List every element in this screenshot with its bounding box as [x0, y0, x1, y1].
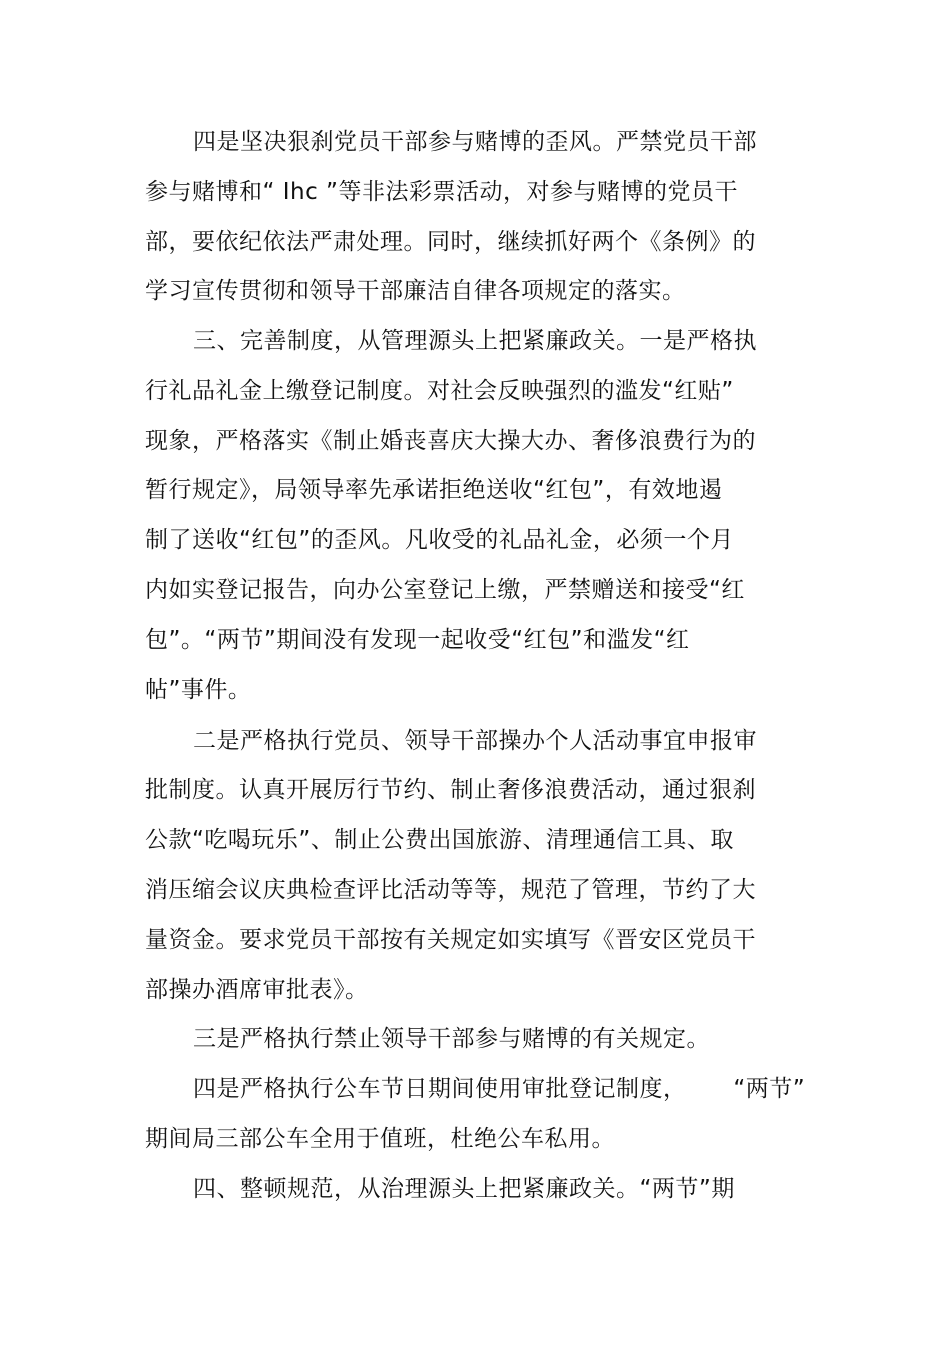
- text-line: 期间局三部公车全用于值班，杜绝公车私用。: [145, 1126, 615, 1152]
- text-line: 消压缩会议庆典检查评比活动等等，规范了管理，节约了大: [145, 877, 756, 903]
- text-line: 四、整顿规范，从治理源头上把紧廉政关。“两节”期: [193, 1176, 735, 1202]
- text-line: 二是严格执行党员、领导干部操办个人活动事宜申报审: [193, 728, 757, 754]
- text-line: 部操办酒席审批表》。: [145, 977, 369, 1003]
- text-line: 内如实登记报告，向办公室登记上缴，严禁赠送和接受“红: [145, 577, 745, 603]
- text-line: 三、完善制度，从管理源头上把紧廉政关。一是严格执: [193, 328, 757, 354]
- text-line: 三是严格执行禁止领导干部参与赌博的有关规定。: [193, 1026, 710, 1052]
- text-line: 包”。“两节”期间没有发现一起收受“红包”和滥发“红: [145, 627, 690, 653]
- text-line: 四是坚决狠刹党员干部参与赌博的歪风。严禁党员干部: [193, 129, 757, 155]
- text-line: 部，要依纪依法严肃处理。同时，继续抓好两个《条例》的: [145, 229, 756, 255]
- text-line: 现象，严格落实《制止婚丧喜庆大操大办、奢侈浪费行为的: [145, 428, 756, 454]
- text-line: 学习宣传贯彻和领导干部廉洁自律各项规定的落实。: [145, 278, 686, 304]
- text-line: 公款“吃喝玩乐”、制止公费出国旅游、清理通信工具、取: [145, 827, 734, 853]
- text-line: 批制度。认真开展厉行节约、制止奢侈浪费活动，通过狠刹: [145, 777, 756, 803]
- text-line: 帖”事件。: [145, 677, 252, 703]
- text-line: 参与赌博和“ Ihc ”等非法彩票活动，对参与赌博的党员干: [145, 179, 738, 205]
- text-line: 量资金。要求党员干部按有关规定如实填写《晋安区党员干: [145, 927, 756, 953]
- text-line: 制了送收“红包”的歪风。凡收受的礼品礼金，必须一个月: [145, 527, 734, 553]
- text-line: 行礼品礼金上缴登记制度。对社会反映强烈的滥发“红贴”: [145, 378, 734, 404]
- text-line: 暂行规定》，局领导率先承诺拒绝送收“红包”，有效地遏: [145, 477, 723, 503]
- text-line: 四是严格执行公车节日期间使用审批登记制度， “两节”: [193, 1076, 806, 1102]
